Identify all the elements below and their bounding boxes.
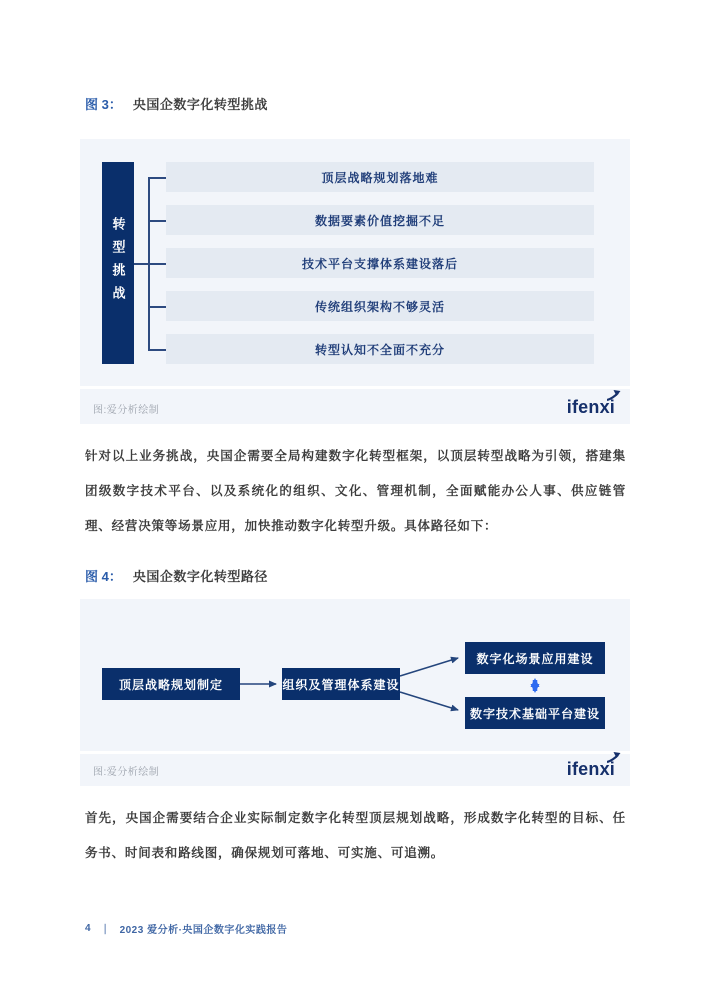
arrow-step2-to-branch-bottom [400,692,458,710]
figure4-title-text: 央国企数字化转型路径 [132,569,268,584]
ifenxi-logo [567,760,617,778]
body-paragraph-2: 首先，央国企需要结合企业实际制定数字化转型顶层规划战略，形成数字化转型的目标、任务书、时间表和路线图，确保规划可落地、可实施、可追溯。 [85,811,626,860]
bracket-stub-line [148,349,166,351]
figure3-title-text: 央国企数字化转型挑战 [132,97,268,112]
page-footer [85,921,287,936]
bracket-stub-line [148,306,166,308]
challenge-box-4: 传统组织架构不够灵活 [166,291,594,321]
figure4-label: 图 4： [85,569,122,584]
ifenxi-logo-text: ifenxi [566,397,615,417]
figure4-title [85,566,268,585]
flow-node-digital-scenario-apps: 数字化场景应用建设 [465,642,605,674]
bracket-stub-line [148,177,166,179]
ifenxi-arrow-icon [607,390,621,402]
flow-node-digital-tech-platform: 数字技术基础平台建设 [465,697,605,729]
transformation-challenges-bar [102,162,134,364]
challenge-box-1: 顶层战略规划落地难 [166,162,594,192]
arrow-step2-to-branch-top [400,658,458,676]
challenge-box-2: 数据要素价值挖掘不足 [166,205,594,235]
body-paragraph-1: 针对以上业务挑战，央国企需要全局构建数字化转型框架，以顶层转型战略为引领，搭建集团级数字技术平台、以及系统化的组织、文化、管理机制，全面赋能办公人事、供应链管理、经营决策等场景应用，加快推动数字化转型升级。具体路径如下： [85,449,626,533]
transformation-challenges-label: 转型挑战 [110,217,126,309]
caption-separator [80,751,630,754]
footer-page-number: 4 [85,923,92,934]
figure3-diagram-panel [80,139,630,424]
bracket-stub-line [148,263,166,265]
challenge-box-5: 转型认知不全面不充分 [166,334,594,364]
figure3-source-caption: 图:爱分析绘制 [93,405,160,416]
figure3-label: 图 3： [85,97,122,112]
bracket-stub-line [148,220,166,222]
figure3-caption-row [93,398,617,416]
bracket-connector-line [134,263,148,265]
figure4-caption-row [93,760,617,778]
caption-separator [80,386,630,389]
flow-node-org-management-system: 组织及管理体系建设 [282,668,400,700]
ifenxi-arrow-icon [607,752,621,764]
flow-node-top-level-planning: 顶层战略规划制定 [102,668,240,700]
footer-report-title: 2023 爱分析·央国企数字化实践报告 [119,925,288,936]
challenge-box-3: 技术平台支撑体系建设落后 [166,248,594,278]
ifenxi-logo-text: ifenxi [566,759,615,779]
footer-divider: ｜ [100,925,111,936]
figure4-diagram-panel [80,599,630,786]
figure4-source-caption: 图:爱分析绘制 [93,767,160,778]
figure3-title [85,94,268,113]
ifenxi-logo [567,398,617,416]
